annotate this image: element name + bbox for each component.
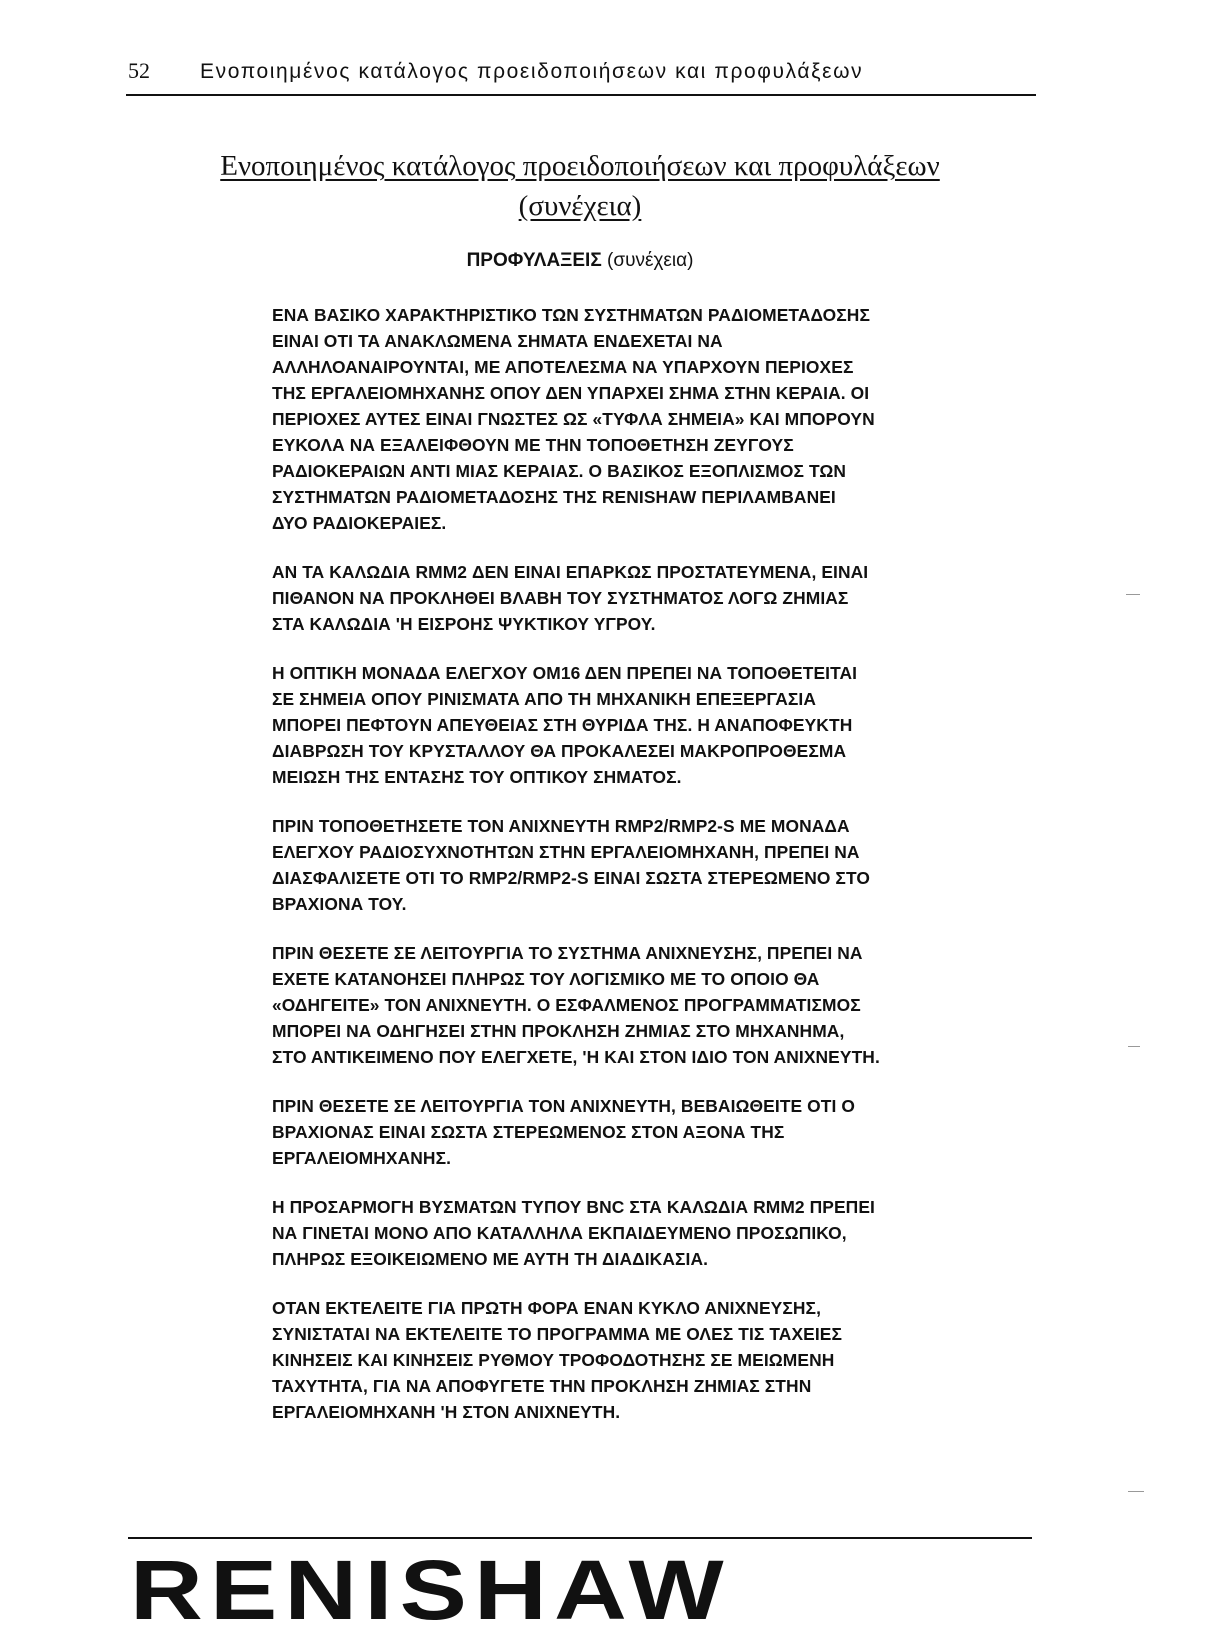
header-rule bbox=[126, 94, 1036, 96]
document-title bbox=[150, 146, 1010, 226]
page-number: 52 bbox=[128, 58, 150, 83]
precaution-paragraph-4: ΠΡΙΝ ΤΟΠΟΘΕΤΗΣΕΤΕ ΤΟΝ ΑΝΙΧΝΕΥΤΗ RMP2/RMP2-S ΜΕ ΜΟΝΑΔΑ ΕΛΕΓΧΟΥ ΡΑΔΙΟΣΥΧΝΟΤΗΤΩΝ ΣΤΗΝ ΕΡΓΑΛΕΙΟΜΗΧΑΝΗ, ΠΡΕΠΕΙ ΝΑ ΔΙΑΣΦΑΛΙΣΕΤΕ ΟΤΙ ΤΟ RMP2/RMP2-S ΕΙΝΑΙ ΣΩΣΤΑ ΣΤΕΡΕΩΜΕΝΟ ΣΤΟ ΒΡΑΧΙΟΝΑ ΤΟΥ. bbox=[272, 816, 871, 914]
section-heading-suffix: (συνέχεια) bbox=[607, 250, 694, 271]
section-heading bbox=[150, 250, 1010, 272]
document-title-line-2: (συνέχεια) bbox=[518, 190, 642, 222]
logo-text: RENISHAW bbox=[130, 1543, 731, 1637]
section-heading-text: ΠΡΟΦΥΛΑΞΕΙΣ bbox=[466, 250, 602, 271]
scan-mark bbox=[1128, 1491, 1144, 1492]
precaution-paragraph-7: Η ΠΡΟΣΑΡΜΟΓΗ ΒΥΣΜΑΤΩΝ ΤΥΠΟΥ BNC ΣΤΑ ΚΑΛΩΔΙΑ RMM2 ΠΡΕΠΕΙ ΝΑ ΓΙΝΕΤΑΙ ΜΟΝΟ ΑΠΟ ΚΑΤΑΛΛΗΛΑ ΕΚΠΑΙΔΕΥΜΕΝΟ ΠΡΟΣΩΠΙΚΟ, ΠΛΗΡΩΣ ΕΞΟΙΚΕΙΩΜΕΝΟ ΜΕ ΑΥΤΗ ΤΗ ΔΙΑΔΙΚΑΣΙΑ. bbox=[272, 1197, 875, 1269]
precaution-paragraph-3: Η ΟΠΤΙΚΗ ΜΟΝΑΔΑ ΕΛΕΓΧΟΥ ΟΜ16 ΔΕΝ ΠΡΕΠΕΙ ΝΑ ΤΟΠΟΘΕΤΕΙΤΑΙ ΣΕ ΣΗΜΕΙΑ ΟΠΟΥ ΡΙΝΙΣΜΑΤΑ ΑΠΟ ΤΗ ΜΗΧΑΝΙΚΗ ΕΠΕΞΕΡΓΑΣΙΑ ΜΠΟΡΕΙ ΠΕΦΤΟΥΝ ΑΠΕΥΘΕΙΑΣ ΣΤΗ ΘΥΡΙΔΑ ΤΗΣ. Η ΑΝΑΠΟΦΕΥΚΤΗ ΔΙΑΒΡΩΣΗ ΤΟΥ ΚΡΥΣΤΑΛΛΟΥ ΘΑ ΠΡΟΚΑΛΕΣΕΙ ΜΑΚΡΟΠΡΟΘΕΣΜΑ ΜΕΙΩΣΗ ΤΗΣ ΕΝΤΑΣΗΣ ΤΟΥ ΟΠΤΙΚΟΥ ΣΗΜΑΤΟΣ. bbox=[272, 663, 858, 787]
precaution-paragraph-2: ΑΝ ΤΑ ΚΑΛΩΔΙΑ RMM2 ΔΕΝ ΕΙΝΑΙ ΕΠΑΡΚΩΣ ΠΡΟΣΤΑΤΕΥΜΕΝΑ, ΕΙΝΑΙ ΠΙΘΑΝΟΝ ΝΑ ΠΡΟΚΛΗΘΕΙ ΒΛΑΒΗ ΤΟΥ ΣΥΣΤΗΜΑΤΟΣ ΛΟΓΩ ΖΗΜΙΑΣ ΣΤΑ ΚΑΛΩΔΙΑ 'Η ΕΙΣΡΟΗΣ ΨΥΚΤΙΚΟΥ ΥΓΡΟΥ. bbox=[272, 562, 869, 634]
scan-mark bbox=[1128, 1046, 1140, 1047]
running-title: Ενοποιημένος κατάλογος προειδοποιήσεων και προφυλάξεων bbox=[200, 60, 864, 83]
renishaw-logo bbox=[130, 1543, 731, 1637]
running-header bbox=[128, 58, 1038, 84]
footer-rule bbox=[128, 1537, 1032, 1539]
precaution-paragraph-1: ΕΝΑ ΒΑΣΙΚΟ ΧΑΡΑΚΤΗΡΙΣΤΙΚΟ ΤΩΝ ΣΥΣΤΗΜΑΤΩΝ ΡΑΔΙΟΜΕΤΑΔΟΣΗΣ ΕΙΝΑΙ ΟΤΙ ΤΑ ΑΝΑΚΛΩΜΕΝΑ ΣΗΜΑΤΑ ΕΝΔΕΧΕΤΑΙ ΝΑ ΑΛΛΗΛΟΑΝΑΙΡΟΥΝΤΑΙ, ΜΕ ΑΠΟΤΕΛΕΣΜΑ ΝΑ ΥΠΑΡΧΟΥΝ ΠΕΡΙΟΧΕΣ ΤΗΣ ΕΡΓΑΛΕΙΟΜΗΧΑΝΗΣ ΟΠΟΥ ΔΕΝ ΥΠΑΡΧΕΙ ΣΗΜΑ ΣΤΗΝ ΚΕΡΑΙΑ. ΟΙ ΠΕΡΙΟΧΕΣ ΑΥΤΕΣ ΕΙΝΑΙ ΓΝΩΣΤΕΣ ΩΣ «ΤΥΦΛΑ ΣΗΜΕΙΑ» ΚΑΙ ΜΠΟΡΟΥΝ ΕΥΚΟΛΑ ΝΑ ΕΞΑΛΕΙΦΘΟΥΝ ΜΕ ΤΗΝ ΤΟΠΟΘΕΤΗΣΗ ΖΕΥΓΟΥΣ ΡΑΔΙΟΚΕΡΑΙΩΝ ΑΝΤΙ ΜΙΑΣ ΚΕΡΑΙΑΣ. Ο ΒΑΣΙΚΟΣ ΕΞΟΠΛΙΣΜΟΣ ΤΩΝ ΣΥΣΤΗΜΑΤΩΝ ΡΑΔΙΟΜΕΤΑΔΟΣΗΣ ΤΗΣ RENISHAW ΠΕΡΙΛΑΜΒΑΝΕΙ ΔΥΟ ΡΑΔΙΟΚΕΡΑΙΕΣ. bbox=[272, 305, 875, 533]
precaution-paragraph-8: ΟΤΑΝ ΕΚΤΕΛΕΙΤΕ ΓΙΑ ΠΡΩΤΗ ΦΟΡΑ ΕΝΑΝ ΚΥΚΛΟ ΑΝΙΧΝΕΥΣΗΣ, ΣΥΝΙΣΤΑΤΑΙ ΝΑ ΕΚΤΕΛΕΙΤΕ ΤΟ ΠΡΟΓΡΑΜΜΑ ΜΕ ΟΛΕΣ ΤΙΣ ΤΑΧΕΙΕΣ ΚΙΝΗΣΕΙΣ ΚΑΙ ΚΙΝΗΣΕΙΣ ΡΥΘΜΟΥ ΤΡΟΦΟΔΟΤΗΣΗΣ ΣΕ ΜΕΙΩΜΕΝΗ ΤΑΧΥΤΗΤΑ, ΓΙΑ ΝΑ ΑΠΟΦΥΓΕΤΕ ΤΗΝ ΠΡΟΚΛΗΣΗ ΖΗΜΙΑΣ ΣΤΗΝ ΕΡΓΑΛΕΙΟΜΗΧΑΝΗ 'Η ΣΤΟΝ ΑΝΙΧΝΕΥΤΗ. bbox=[272, 1298, 843, 1422]
document-title-line-1: Ενοποιημένος κατάλογος προειδοποιήσεων και προφυλάξεων bbox=[220, 150, 940, 182]
scan-mark bbox=[1126, 594, 1140, 595]
precaution-paragraph-5: ΠΡΙΝ ΘΕΣΕΤΕ ΣΕ ΛΕΙΤΟΥΡΓΙΑ ΤΟ ΣΥΣΤΗΜΑ ΑΝΙΧΝΕΥΣΗΣ, ΠΡΕΠΕΙ ΝΑ ΕΧΕΤΕ ΚΑΤΑΝΟΗΣΕΙ ΠΛΗΡΩΣ ΤΟΥ ΛΟΓΙΣΜΙΚΟ ΜΕ ΤΟ ΟΠΟΙΟ ΘΑ «ΟΔΗΓΕΙΤΕ» ΤΟΝ ΑΝΙΧΝΕΥΤΗ. Ο ΕΣΦΑΛΜΕΝΟΣ ΠΡΟΓΡΑΜΜΑΤΙΣΜΟΣ ΜΠΟΡΕΙ ΝΑ ΟΔΗΓΗΣΕΙ ΣΤΗΝ ΠΡΟΚΛΗΣΗ ΖΗΜΙΑΣ ΣΤΟ ΜΗΧΑΝΗΜΑ, ΣΤΟ ΑΝΤΙΚΕΙΜΕΝΟ ΠΟΥ ΕΛΕΓΧΕΤΕ, 'Η ΚΑΙ ΣΤΟΝ ΙΔΙΟ ΤΟΝ ΑΝΙΧΝΕΥΤΗ. bbox=[272, 943, 880, 1067]
precaution-paragraph-6: ΠΡΙΝ ΘΕΣΕΤΕ ΣΕ ΛΕΙΤΟΥΡΓΙΑ ΤΟΝ ΑΝΙΧΝΕΥΤΗ, ΒΕΒΑΙΩΘΕΙΤΕ ΟΤΙ Ο ΒΡΑΧΙΟΝΑΣ ΕΙΝΑΙ ΣΩΣΤΑ ΣΤΕΡΕΩΜΕΝΟΣ ΣΤΟΝ ΑΞΟΝΑ ΤΗΣ ΕΡΓΑΛΕΙΟΜΗΧΑΝΗΣ. bbox=[272, 1096, 856, 1168]
precautions-list bbox=[272, 302, 1042, 1448]
